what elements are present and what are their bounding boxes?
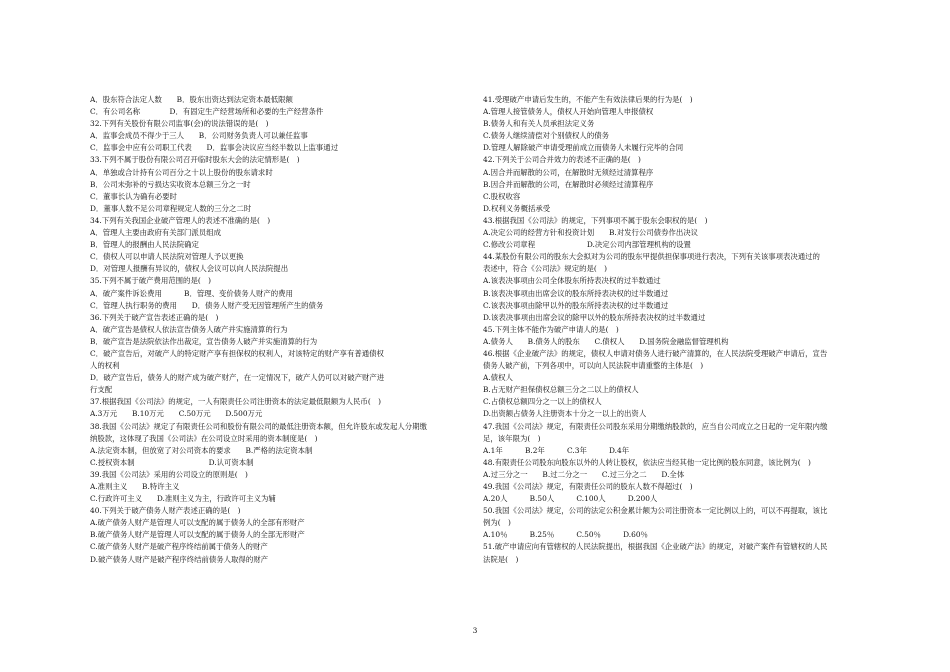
text-line: A.1年 B.2年 C.3年 D.4年 xyxy=(483,445,630,455)
text-line: A.因合并而解散的公司，在解散时无须经过清算程序 xyxy=(483,167,654,177)
text-line: B.债务人和有关人员承担法定义务 xyxy=(483,119,595,129)
text-line: D.权利义务概括承受 xyxy=(483,203,551,213)
text-line: 45.下列主体不能作为破产申请人的是( ) xyxy=(483,324,619,334)
text-line: 34.下列有关我国企业破产管理人的表述不准确的是( ) xyxy=(90,215,271,225)
text-line: 例为( ) xyxy=(483,518,511,528)
text-line: A．破产案件诉讼费用 B．管理、变价债务人财产的费用 xyxy=(90,288,293,298)
text-line: A．监事会成员不得少于三人 B．公司财务负责人可以兼任监事 xyxy=(90,131,308,141)
text-line: 49.我国《公司法》规定，有限责任公司的股东人数不得超过( ) xyxy=(483,482,693,491)
text-line: C．债权人可以申请人民法院对管理人予以更换 xyxy=(90,252,244,262)
text-line: D.破产债务人财产是破产程序终结前债务人取得的财产 xyxy=(90,554,268,564)
text-line: A.破产债务人财产是管理人可以支配的属于债务人的全部有形财产 xyxy=(90,518,305,528)
text-line: D．董事人数不足公司章程规定人数的三分之二时 xyxy=(90,203,252,213)
text-line: 41.受理破产申请后发生的，不能产生有效法律后果的行为是( ) xyxy=(483,95,693,104)
text-line: 51.破产申请应向有管辖权的人民法院提出，根据我国《企业破产法》的规定，对破产案件有管辖权的人民 xyxy=(483,542,828,552)
text-line: B.该表决事项由出席会议的股东所持表决权的过半数通过 xyxy=(483,288,669,298)
text-line: 32.下列有关股份有限公司监事(会)的说法错误的是( ) xyxy=(90,119,269,129)
text-line: C.修改公司章程 D.决定公司内部管理机构的设置 xyxy=(483,240,691,250)
text-line: 39.我国《公司法》采用的公司设立的原则是( ) xyxy=(90,469,248,479)
text-line: C.行政许可主义 D.准则主义为主，行政许可主义为辅 xyxy=(90,494,276,504)
text-line: B.破产债务人财产是管理人可以支配的属于债务人的全部无形财产 xyxy=(90,530,305,540)
text-line: D.该表决事项由出席会议的除甲以外的股东所持表决权的过半数通过 xyxy=(483,312,706,322)
text-line: 43.根据我国《公司法》的规定，下列事项不属于股东会职权的是( ) xyxy=(483,215,708,225)
text-line: 47.我国《公司法》规定，有限责任公司股东采用分期缴纳股款的，应当自公司成立之日起的一定年限内缴 xyxy=(483,421,828,431)
text-line: 纳股款，这体现了我国《公司法》在公司设立时采用的资本制度是( ) xyxy=(90,433,318,443)
text-line: C．监事会中应有公司职工代表 D．监事会决议应当经半数以上监事通过 xyxy=(90,143,339,153)
text-line: D.出资额占债务人注册资本十分之一以上的出资人 xyxy=(483,409,647,419)
text-line: C．董事长认为确有必要时 xyxy=(90,191,177,201)
text-line: A．破产宣告是债权人依法宣告债务人破产并实施清算的行为 xyxy=(90,324,288,334)
text-line: C.债务人继续清偿对个别债权人的债务 xyxy=(483,131,609,141)
text-line: 38.我国《公司法》规定了有限责任公司和股份有限公司的最低注册资本额，但允许股东或发起人分期缴 xyxy=(90,421,427,431)
text-line: B.因合并而解散的公司，在解散时必须经过清算程序 xyxy=(483,179,654,189)
text-line: A.债务人 B.债务人的股东 C.债权人 D.国务院金融监督管理机构 xyxy=(483,336,729,346)
text-line: A.3万元 B.10万元 C.50万元 D.500万元 xyxy=(90,409,263,419)
text-line: B．破产宣告是法院依法作出裁定，宣告债务人破产并实施清算的行为 xyxy=(90,336,318,346)
text-line: 35.下列不属于破产费用范围的是( ) xyxy=(90,276,211,286)
text-line: 42.下列关于公司合并效力的表述不正确的是( ) xyxy=(483,155,641,165)
text-line: C.授权资本制 D.认可资本制 xyxy=(90,457,254,467)
text-line: A．股东符合法定人数 B．股东出资达到法定资本最低限额 xyxy=(90,95,293,104)
text-line: 表述中，符合《公司法》规定的是( ) xyxy=(483,264,608,274)
text-line: C．有公司名称 D．有固定生产经营场所和必要的生产经营条件 xyxy=(90,107,324,117)
text-line: A．单独或合计持有公司百分之十以上股份的股东请求时 xyxy=(90,167,273,177)
text-line: 44.某股份有限公司的股东大会拟对为公司的股东甲提供担保事项进行表决，下列有关该事项表决通过的 xyxy=(483,252,820,262)
text-line: 法院是( ) xyxy=(483,554,519,564)
page-number: 3 xyxy=(472,626,478,635)
text-line: 37.根据我国《公司法》的规定，一人有限责任公司注册资本的法定最低限额为人民币( ) xyxy=(90,397,381,407)
text-line: C.股权收容 xyxy=(483,191,521,201)
right-column xyxy=(483,94,888,566)
text-line: C.破产债务人财产是破产程序终结前属于债务人的财产 xyxy=(90,542,268,552)
text-line: C.占债权总额四分之一以上的债权人 xyxy=(483,397,602,407)
text-line: 人的权利 xyxy=(90,361,120,371)
text-line: A.该表决事项由公司全体股东所持表决权的过半数通过 xyxy=(483,276,661,286)
text-line: A.债权人 xyxy=(483,373,513,383)
text-line: 50.我国《公司法》规定，公司的法定公积金累计额为公司注册资本一定比例以上的，可以不再提取，该比 xyxy=(483,506,828,516)
text-line: D．对管理人报酬有异议的，债权人会议可以向人民法院提出 xyxy=(90,264,289,274)
text-line: B.占无财产担保债权总额三分之二以上的债权人 xyxy=(483,385,639,395)
text-line: 40.下列关于破产债务人财产表述正确的是( ) xyxy=(90,506,241,516)
text-line: 债务人破产前，下列各项中，可以向人民法院申请重整的主体是( ) xyxy=(483,361,704,371)
text-line: 33.下列不属于股份有限公司召开临时股东大会的法定情形是( ) xyxy=(90,155,300,165)
text-line: C．管理人执行职务的费用 D．债务人财产受无因管理所产生的债务 xyxy=(90,300,324,310)
text-line: D．破产宣告后，债务人的财产成为破产财产，在一定情况下，破产人仍可以对破产财产进 xyxy=(90,373,385,383)
text-line: 36.下列关于破产宣告表述正确的是( ) xyxy=(90,312,219,322)
text-line: A.过三分之一 B.过二分之一 C.过三分之二 D.全体 xyxy=(483,469,685,479)
text-line: 46.根据《企业破产法》的规定，债权人申请对债务人进行破产清算的，在人民法院受理破产申请后，宣告 xyxy=(483,348,828,358)
text-line: 48.有限责任公司股东向股东以外的人转让股权，依法应当经其他一定比例的股东同意，该比例为( ) xyxy=(483,457,811,467)
left-column xyxy=(90,94,495,566)
text-line: 行支配 xyxy=(90,385,113,395)
text-line: B．公司未弥补的亏损达实收资本总额三分之一时 xyxy=(90,179,251,189)
text-line: A.法定资本制，但放宽了对公司资本的要求 B.严格的法定资本制 xyxy=(90,445,313,455)
text-line: B．管理人的报酬由人民法院确定 xyxy=(90,240,199,250)
text-line: C.该表决事项由除甲以外的股东所持表决权的过半数通过 xyxy=(483,300,669,310)
text-line: A.管理人接管债务人，债权人开始向管理人申报债权 xyxy=(483,107,654,117)
text-line: D.管理人解除破产申请受理前成立而债务人未履行完毕的合同 xyxy=(483,143,684,153)
text-line: A.20人 B.50人 C.100人 D.200人 xyxy=(483,494,658,504)
text-line: A．管理人主要由政府有关部门派员组成 xyxy=(90,228,221,238)
text-line: 足，该年限为( ) xyxy=(483,433,541,443)
text-line: A.10％ B.25％ C.50％ D.60％ xyxy=(483,530,648,540)
text-line: C．破产宣告后，对破产人的特定财产享有担保权的权利人，对该特定的财产享有普通债权 xyxy=(90,348,384,358)
text-line: A.决定公司的经营方针和投资计划 B.对发行公司债券作出决议 xyxy=(483,228,699,238)
text-line: A.准则主义 B.特许主义 xyxy=(90,482,180,491)
